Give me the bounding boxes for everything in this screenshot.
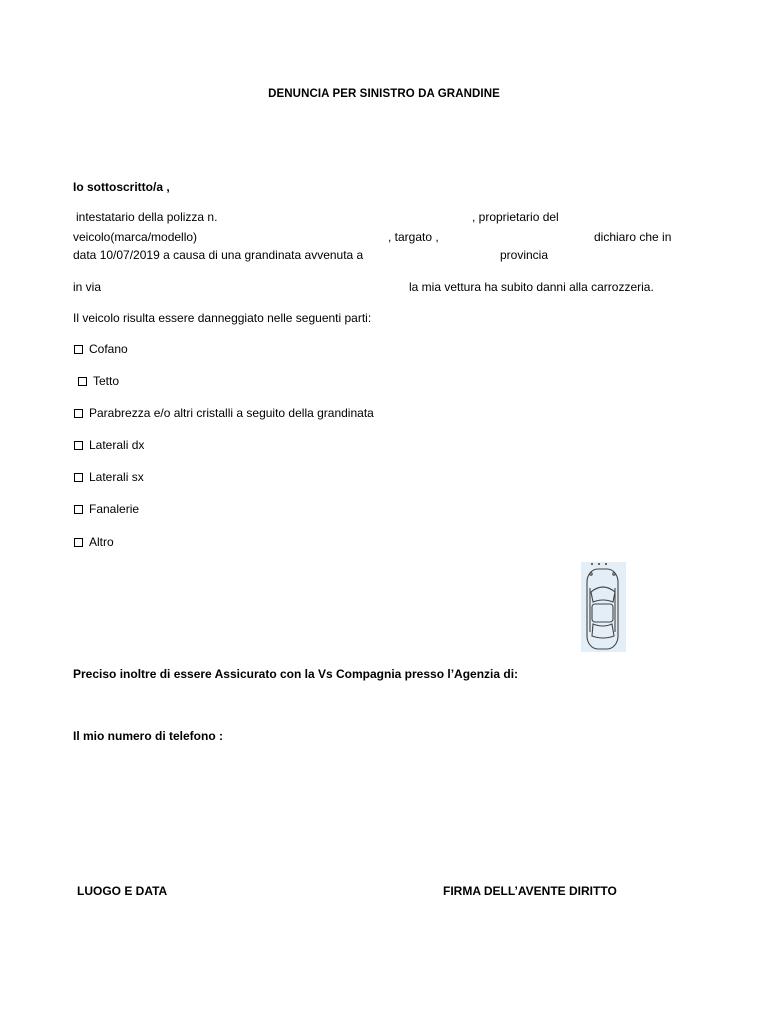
checkbox-icon[interactable] — [74, 505, 83, 514]
vehicle-label: veicolo(marca/modello) — [73, 230, 198, 244]
checkbox-icon[interactable] — [74, 441, 83, 450]
checklist-item-altro[interactable] — [74, 535, 114, 549]
street-label: in via — [73, 280, 102, 294]
damaged-parts-intro: Il veicolo risulta essere danneggiato nelle seguenti parti: — [73, 311, 372, 325]
province-label: provincia — [500, 248, 549, 262]
checklist-label: Fanalerie — [89, 502, 140, 516]
plate-label: , targato , — [388, 230, 439, 244]
car-diagram-icon — [581, 562, 626, 652]
signature-label: FIRMA DELL’AVENTE DIRITTO — [443, 884, 617, 898]
checkbox-icon[interactable] — [74, 473, 83, 482]
checkbox-icon[interactable] — [74, 409, 83, 418]
checklist-item-laterali-dx[interactable] — [74, 438, 144, 452]
checklist-item-cofano[interactable] — [74, 342, 128, 356]
checklist-label: Laterali sx — [89, 470, 144, 484]
document-title: DENUNCIA PER SINISTRO DA GRANDINE — [268, 88, 500, 100]
policy-holder-label: intestatario della polizza n. — [76, 210, 218, 224]
checklist-label: Altro — [89, 535, 114, 549]
checkbox-icon[interactable] — [74, 538, 83, 547]
checkbox-icon[interactable] — [74, 345, 83, 354]
checkbox-icon[interactable] — [78, 377, 87, 386]
checklist-item-laterali-sx[interactable] — [74, 470, 144, 484]
checklist-label: Tetto — [93, 374, 120, 388]
checklist-item-fanalerie[interactable] — [74, 502, 139, 516]
checklist-label: Laterali dx — [89, 438, 145, 452]
place-date-label: LUOGO E DATA — [77, 884, 168, 898]
owner-label: , proprietario del — [472, 210, 559, 224]
declarant-line: Io sottoscritto/a , — [73, 180, 170, 194]
checklist-item-parabrezza[interactable] — [74, 406, 374, 420]
checklist-item-tetto[interactable] — [78, 374, 119, 388]
checklist-label: Cofano — [89, 342, 128, 356]
agency-line: Preciso inoltre di essere Assicurato con la Vs Compagnia presso l’Agenzia di: — [73, 667, 519, 681]
checklist-label: Parabrezza e/o altri cristalli a seguito della grandinata — [89, 406, 374, 420]
date-line: data 10/07/2019 a causa di una grandinata avvenuta a — [73, 248, 364, 262]
damage-statement: la mia vettura ha subito danni alla carrozzeria. — [409, 280, 654, 294]
phone-line: Il mio numero di telefono : — [73, 729, 223, 743]
declare-label: dichiaro che in — [594, 230, 672, 244]
